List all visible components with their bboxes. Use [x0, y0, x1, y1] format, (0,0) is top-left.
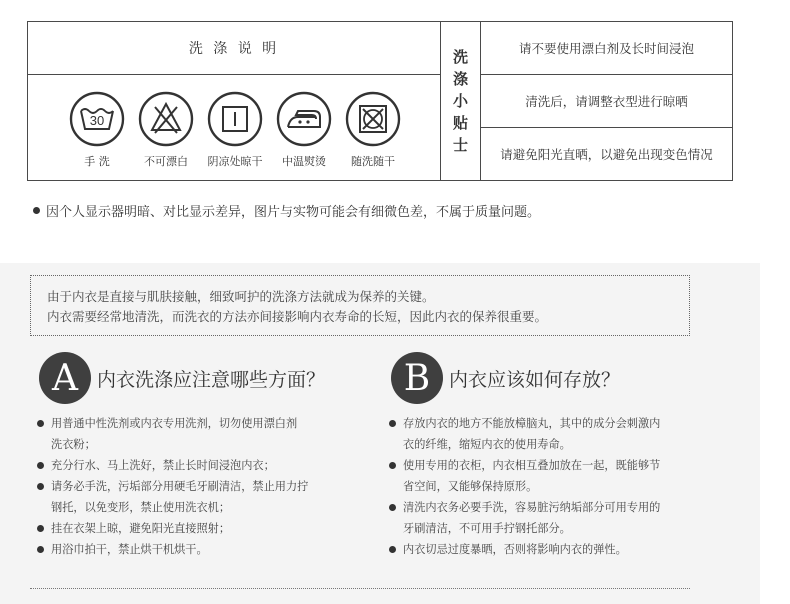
tips-heading-char: 小: [452, 92, 468, 110]
list-item: [37, 518, 357, 539]
list-item: [389, 497, 719, 539]
symbol-label: 中温熨烫: [282, 155, 326, 168]
list-item-line: 省空间，又能够保持原形。: [403, 480, 538, 493]
list-item: [389, 455, 719, 497]
intro-box: [30, 275, 690, 336]
tip-row: 请不要使用漂白剂及长时间浸泡: [481, 22, 732, 75]
list-item-line: 使用专用的衣柜，内衣相互叠加放在一起，既能够节: [403, 459, 661, 472]
list-item: [389, 539, 719, 560]
list-item-line: 钢托，以免变形，禁止使用洗衣机；: [51, 501, 231, 514]
svg-text:30: 30: [89, 113, 105, 128]
list-item-line: 充分行水、马上洗好，禁止长时间浸泡内衣；: [51, 459, 275, 472]
care-title: 洗 涤 说 明: [28, 22, 440, 75]
tumble-dry-icon: [345, 91, 401, 147]
care-symbol-iron: [269, 91, 339, 169]
symbol-label: 阴凉处晾干: [207, 155, 263, 168]
section-a-badge: A: [39, 352, 91, 404]
list-item-line: 衣的纤维，缩短内衣的使用寿命。: [403, 438, 571, 451]
list-item-line: 洗衣粉；: [51, 438, 96, 451]
symbol-label: 手 洗: [84, 155, 110, 168]
list-item-line: 存放内衣的地方不能放樟脑丸，其中的成分会刺激内: [403, 417, 661, 430]
section-b-header: [391, 352, 620, 404]
list-item: [37, 476, 357, 518]
symbol-label: 不可漂白: [144, 155, 188, 168]
tips-heading-char: 洗: [452, 48, 468, 66]
section-b-title: 内衣应该如何存放？: [449, 368, 621, 391]
tip-row: 清洗后，请调整衣型进行晾晒: [481, 75, 732, 128]
disclaimer-text: 因个人显示器明暗、对比显示差异，图片与实物可能会有细微色差，不属于质量问题。: [46, 205, 541, 220]
list-item: [37, 455, 357, 476]
care-symbols: [28, 75, 440, 180]
list-item: [37, 413, 357, 455]
intro-line: 内衣需要经常地清洗，而洗衣的方法亦间接影响内衣寿命的长短，因此内衣的保养很重要。: [47, 309, 548, 324]
section-a-header: [39, 352, 325, 404]
list-item: [389, 413, 719, 455]
tip-row: 请避免阳光直晒，以避免出现变色情况: [500, 147, 713, 162]
section-a-list: [37, 413, 357, 560]
iron-medium-icon: [276, 91, 332, 147]
care-symbol-tumble-dry: [338, 91, 408, 169]
section-a-title: 内衣洗涤应注意哪些方面？: [97, 368, 326, 391]
list-item-line: 内衣切忌过度暴晒，否则将影响内衣的弹性。: [403, 543, 627, 556]
tips-heading-char: 涤: [452, 70, 468, 88]
section-b-list: [389, 413, 719, 560]
list-item-line: 请务必手洗，污垢部分用硬毛牙刷清洁，禁止用力拧: [51, 480, 309, 493]
intro-line: 由于内衣是直接与肌肤接触，细致呵护的洗涤方法就成为保养的关键。: [47, 289, 435, 304]
wash-30-icon: [69, 91, 125, 147]
bottom-divider: [30, 588, 690, 589]
tips-heading: [441, 22, 480, 180]
care-symbol-hand-wash: [62, 91, 132, 169]
care-symbol-shade-dry: [200, 91, 270, 169]
list-item-line: 挂在衣架上晾，避免阳光直接照射；: [51, 522, 231, 535]
list-item: [37, 539, 357, 560]
section-b-badge: B: [391, 352, 443, 404]
list-item-line: 用普通中性洗剂或内衣专用洗剂，切勿使用漂白剂: [51, 417, 298, 430]
care-symbol-no-bleach: [131, 91, 201, 169]
no-bleach-icon: [138, 91, 194, 147]
care-instructions-table: [27, 21, 733, 181]
line-dry-shade-icon: [207, 91, 263, 147]
list-item-line: 牙刷清洁，不可用手拧钢托部分。: [403, 522, 571, 535]
list-item-line: 清洗内衣务必要手洗，容易脏污纳垢部分可用专用的: [403, 501, 661, 514]
tips-heading-char: 士: [452, 136, 468, 154]
list-item-line: 用浴巾拍干，禁止烘干机烘干。: [51, 543, 208, 556]
tips-heading-char: 贴: [452, 114, 468, 132]
bullet-dot: [33, 207, 40, 214]
color-disclaimer: [33, 201, 540, 220]
symbol-label: 随洗随干: [351, 155, 395, 168]
